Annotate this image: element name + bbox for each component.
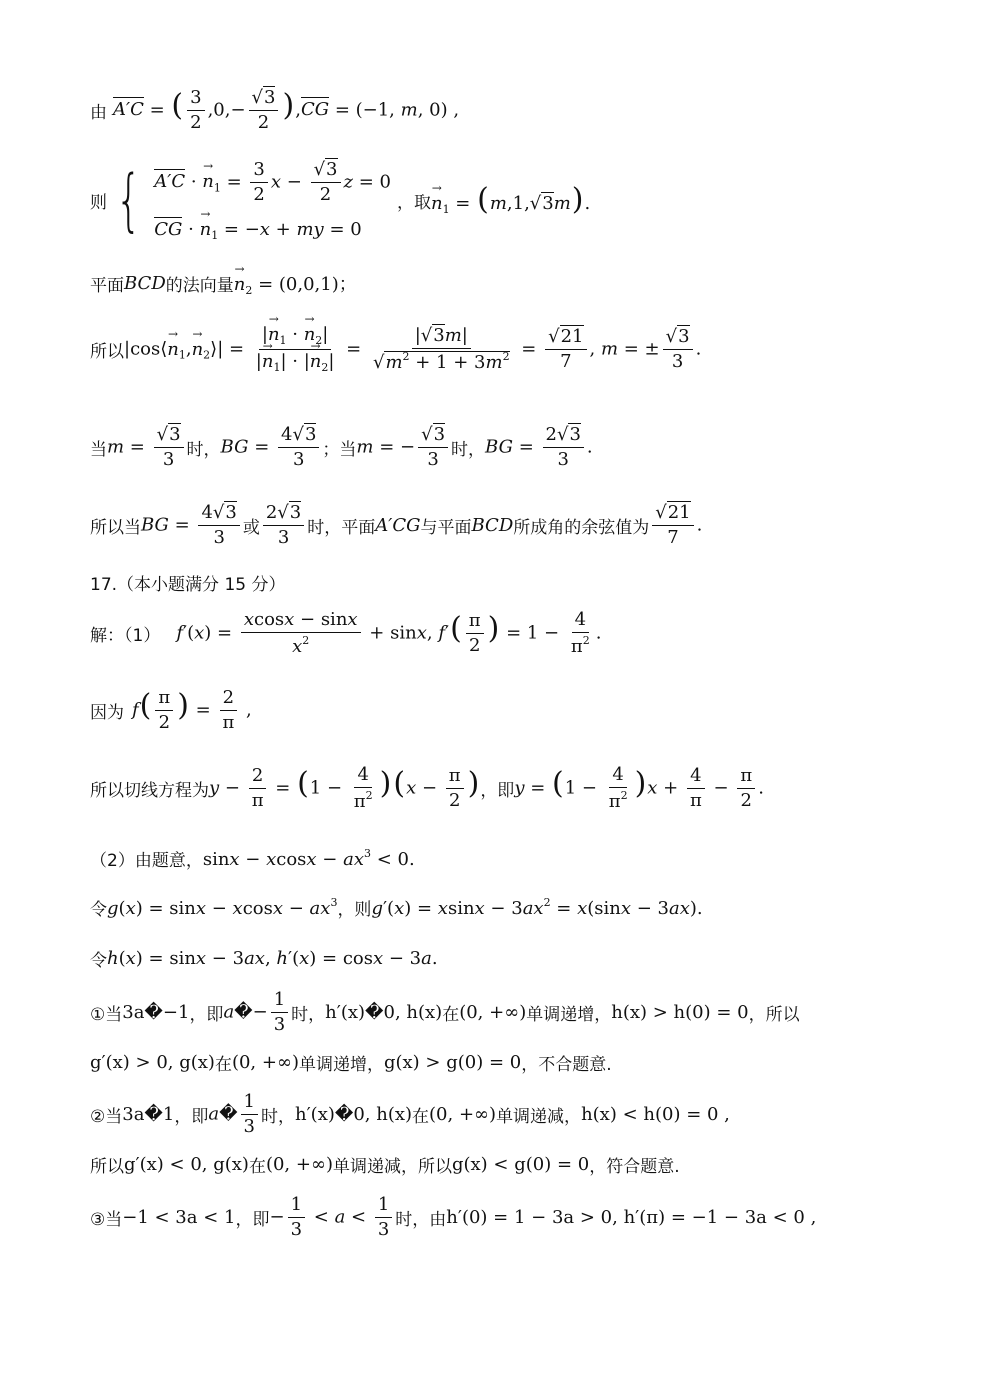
- line-14: [90, 990, 800, 1035]
- math-expr: f( $\frac{\pi}{2}$ ) = $\frac{2}{\pi}$ ,: [132, 687, 252, 733]
- text: 时，: [291, 1004, 326, 1025]
- text: ，取: [396, 193, 431, 214]
- text: ，符合题意.: [589, 1157, 680, 1177]
- math-var: A′CG: [375, 514, 421, 536]
- math-expr: − $\frac{1}{3}$ < a < $\frac{1}{3}$: [269, 1195, 395, 1240]
- text: ，即: [235, 1209, 270, 1230]
- math-expr: y − $\frac{2}{\pi}$ = (1 − $\frac{4}{\pi^2}$ )(x − $\frac{\pi}{2}$ ): [209, 764, 480, 812]
- text: 令: [90, 900, 107, 920]
- text: 则: [90, 193, 107, 214]
- math-expr: BG = $\frac{4√3}{3}$: [221, 425, 323, 470]
- math-expr: $g(x) = \sin x - xcosx - ax^3$: [107, 896, 338, 919]
- math-expr: $\frac{√21}{7}$ .: [649, 503, 702, 548]
- math-expr: h′(0) = 1 − 3a > 0, h′(π) = −1 − 3a < 0 ,: [446, 1206, 817, 1228]
- line-13: [90, 946, 438, 971]
- text: 的法向量: [165, 276, 234, 296]
- math-expr: h(x) > h(0) = 0: [611, 1001, 749, 1023]
- text: 所以: [90, 342, 124, 363]
- math-var: BCD: [471, 514, 514, 536]
- text: 所以当: [90, 517, 141, 538]
- math-expr: h(x) < h(0) = 0 ,: [581, 1103, 730, 1125]
- math-expr: BG = $\frac{4√3}{3}$: [141, 503, 243, 548]
- math-expr: $\frac{2√3}{3}$: [260, 503, 307, 548]
- text: 平面: [90, 276, 124, 296]
- math-expr: h′(x)�0, h(x): [295, 1103, 413, 1125]
- text: ，即: [174, 1106, 209, 1127]
- math-expr: g(x) > g(0) = 0: [383, 1052, 522, 1073]
- text: 在: [412, 1106, 430, 1127]
- math-expr: A′C = ( $\frac{3}{2}$ ,0,− $\frac{√3}{2}$ ),CG = (−1, m, 0) ,: [113, 87, 460, 133]
- text: 因为: [90, 702, 124, 723]
- text: 时，平面: [307, 517, 376, 538]
- text: 在: [214, 1055, 232, 1075]
- text: ③当: [90, 1209, 123, 1230]
- math-expr: a�− $\frac{1}{3}$: [223, 990, 291, 1035]
- math-expr: y = (1 − $\frac{4}{\pi^2}$ )x + $\frac{4}{\pi}$ − $\frac{\pi}{2}$ .: [514, 764, 764, 812]
- math-expr: |cos⟨→ $n_1,\to$ $n_2⟩|$ = $\frac{|\to n_1 \cdot \to n_2|}{|\to n_1| \cdot |\to n_2|}$ = $\frac{|√3m|}{√m^2 + 1 + 3m^2}$ = $\frac{√21}{7}$ , m = ± $\frac{√3}{3}$ .: [124, 325, 701, 374]
- text: （2）由题意，: [90, 851, 203, 871]
- text: 与平面: [420, 517, 472, 538]
- line-17: [90, 1152, 680, 1177]
- text: 当: [90, 439, 107, 460]
- text: 17.（本小题满分 15 分）: [90, 575, 286, 595]
- text: 由: [90, 102, 107, 123]
- math-expr: (0, +∞): [265, 1154, 333, 1175]
- line-11: [90, 846, 415, 871]
- math-var: BCD: [124, 273, 166, 294]
- line-10: [90, 765, 764, 812]
- text: 时，: [451, 439, 486, 460]
- text: 所以: [90, 1157, 124, 1177]
- text: ，即: [189, 1004, 224, 1025]
- math-expr: 3a�1: [122, 1103, 175, 1125]
- text: 在: [442, 1004, 460, 1025]
- text: 所成角的余弦值为: [513, 517, 650, 538]
- brace: {: [115, 160, 142, 240]
- text: ，所以: [748, 1004, 800, 1025]
- text: 所以切线方程为: [90, 780, 209, 801]
- problem-heading: [90, 570, 285, 595]
- text: 时，由: [395, 1209, 447, 1230]
- text: ，则: [337, 900, 372, 920]
- math-expr: m = − $\frac{√3}{3}$: [356, 425, 451, 470]
- math-expr: → $n_2 = (0,0,1)$；: [234, 270, 357, 297]
- line-1: [90, 88, 459, 133]
- text: ，即: [480, 780, 515, 801]
- line-16: [90, 1092, 730, 1137]
- math-expr: h′(x)�0, h(x): [325, 1001, 443, 1023]
- math-expr: (0, +∞): [459, 1001, 527, 1023]
- line-9: [90, 688, 252, 733]
- text: 令: [90, 951, 107, 971]
- math-expr: $\sin x - xcosx - ax^3 < 0$.: [202, 847, 415, 870]
- line-8: [90, 610, 601, 657]
- text: 单调递减，: [496, 1106, 582, 1127]
- line-18: [90, 1195, 816, 1240]
- text: 时，: [261, 1106, 295, 1127]
- line-4: [90, 325, 701, 374]
- math-expr: 3a�−1: [122, 1001, 190, 1023]
- math-expr: (0, +∞): [231, 1052, 299, 1073]
- text: 单调递增，: [526, 1004, 612, 1025]
- text: ；当: [322, 439, 357, 460]
- math-expr: (0, +∞): [429, 1103, 497, 1125]
- text: 解：（1）: [90, 625, 161, 646]
- text: 时，: [186, 439, 221, 460]
- math-expr: m = $\frac{√3}{3}$: [107, 425, 187, 470]
- math-expr: g′(x) < 0, g(x): [124, 1154, 249, 1175]
- math-expr: a� $\frac{1}{3}$: [208, 1092, 261, 1137]
- text: 或: [242, 517, 260, 538]
- line-6: [90, 503, 702, 548]
- math-expr: $g'(x) = xsinx - 3ax^2 = x(\sin x - 3ax)$.: [371, 896, 703, 919]
- text: 单调递增，: [298, 1055, 384, 1075]
- line-2: [90, 160, 590, 242]
- math-expr: g′(x) > 0, g(x): [90, 1052, 215, 1073]
- math-expr: −1 < 3a < 1: [122, 1206, 236, 1228]
- equation-system: A′C · → $n_1$ = $\frac{3}{2}$ x − $\frac{√3}{2}$ z = 0 CG · → $n_1 = -x$ + my = 0: [154, 160, 391, 242]
- text: 在: [248, 1157, 266, 1177]
- line-3: [90, 270, 357, 297]
- text: 单调递减，所以: [332, 1157, 452, 1177]
- line-12: [90, 895, 703, 920]
- math-expr: h(x) = sinx − 3ax, h′(x) = cosx − 3a.: [107, 948, 438, 969]
- math-expr: BG = $\frac{2√3}{3}$ .: [485, 424, 593, 470]
- text: ②当: [90, 1106, 123, 1127]
- math-expr: f′(x) = $\frac{xcosx - \sin x}{x^2}$ + sinx, f′( $\frac{\pi}{2}$ ) = 1 − $\frac{4}{\pi^2}$ .: [176, 609, 602, 657]
- line-5: [90, 425, 593, 470]
- math-expr: g(x) < g(0) = 0: [451, 1154, 590, 1175]
- text: ，不合题意.: [521, 1055, 612, 1075]
- text: ①当: [90, 1004, 123, 1025]
- math-expr: → $n_1 = (m,1,√3m)$.: [431, 185, 590, 216]
- line-15: [90, 1050, 612, 1075]
